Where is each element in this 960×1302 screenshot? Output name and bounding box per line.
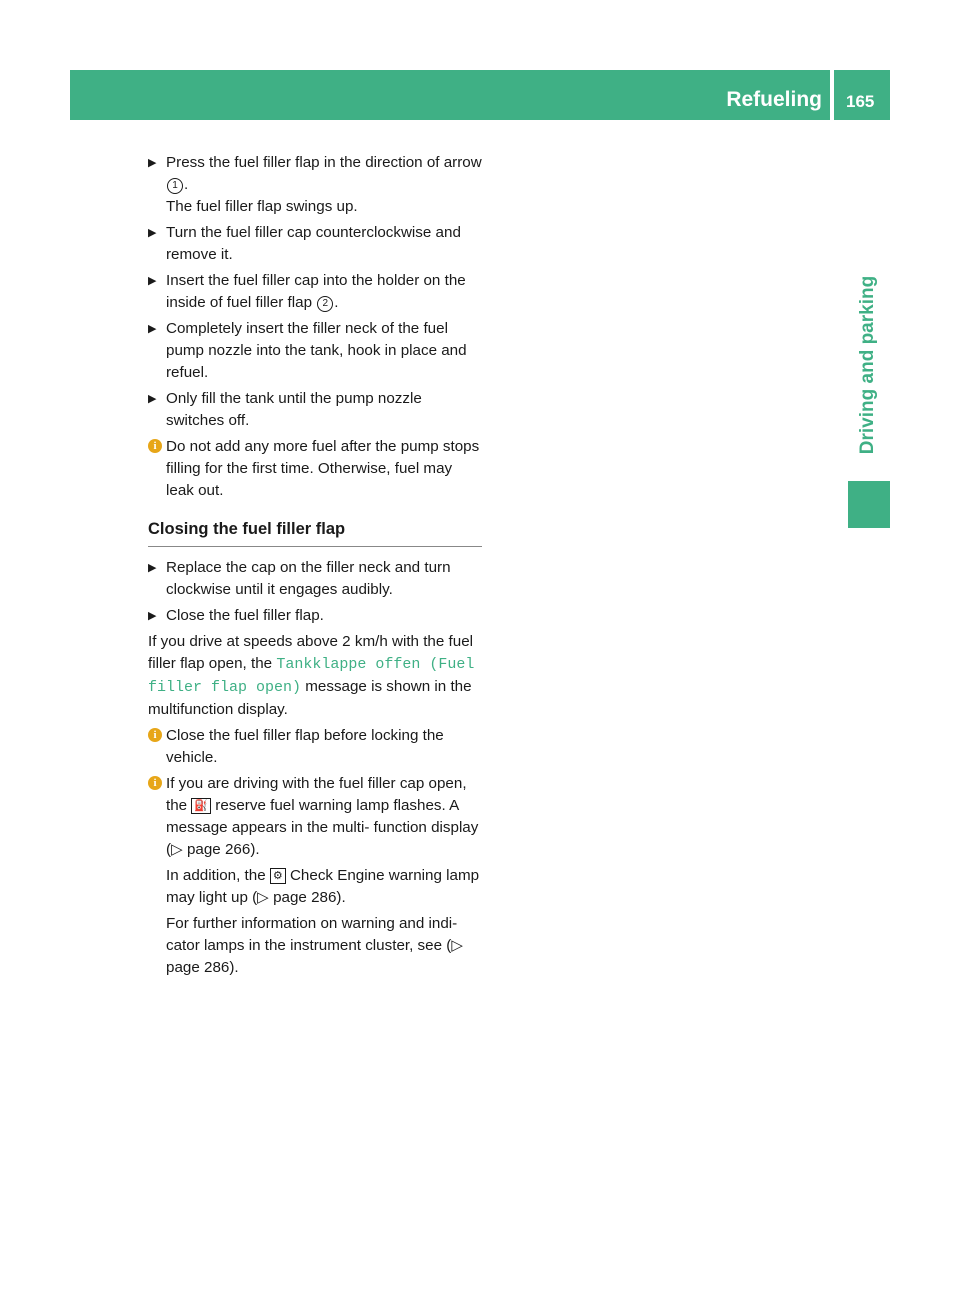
step-text-end: .	[334, 294, 339, 311]
note-text: ).	[250, 841, 260, 858]
note-text: Do not add any more fuel after the pump stops filling for the first time. Otherwise, fuel may leak out.	[166, 438, 480, 499]
side-tab	[848, 250, 888, 480]
step-text: Turn the fuel filler cap counterclockwise and remove it.	[166, 224, 461, 263]
step-arrow-icon: ▶	[148, 323, 157, 335]
step-arrow-icon: ▶	[148, 610, 157, 622]
callout-marker-2: 2	[317, 296, 333, 312]
step-2	[148, 222, 482, 266]
note-text: In addition, the	[166, 867, 270, 884]
display-message: Tankklappe offen (Fuel filler flap open)	[148, 656, 475, 696]
info-icon: i	[148, 776, 162, 790]
step-arrow-icon: ▶	[148, 227, 157, 239]
body-paragraph	[148, 631, 482, 721]
info-note-3	[148, 773, 482, 979]
info-note-2	[148, 725, 482, 769]
side-tab-block	[848, 481, 890, 528]
step-text-end: .	[184, 176, 189, 193]
page-reference[interactable]: ▷ page 286	[257, 889, 337, 906]
step-6	[148, 557, 482, 601]
page-number: 165	[846, 92, 875, 111]
info-note-1	[148, 436, 482, 502]
engine-icon: ⚙	[270, 868, 286, 884]
step-arrow-icon: ▶	[148, 275, 157, 287]
note-text: If you are driving with the fuel filler cap open, the	[166, 775, 467, 814]
para-text-end: message is shown in the multifunction display.	[148, 678, 472, 718]
header-divider	[830, 70, 834, 124]
note-text: For further information on warning and indi- cator lamps in the instrument cluster, see (	[166, 915, 458, 954]
step-text: Only fill the tank until the pump nozzle switches off.	[166, 390, 422, 429]
note-text: ).	[229, 959, 239, 976]
step-text: Replace the cap on the filler neck and turn clockwise until it engages audibly.	[166, 559, 451, 598]
step-7	[148, 605, 482, 627]
step-text: Close the fuel filler flap.	[166, 607, 324, 624]
step-4	[148, 318, 482, 384]
page-content	[148, 152, 482, 983]
step-text: Press the fuel filler flap in the direction of arrow	[166, 154, 482, 171]
note-text: Check Engine warning lamp may light up (	[166, 867, 480, 906]
step-3	[148, 270, 482, 314]
step-5	[148, 388, 482, 432]
para-text: If you drive at speeds above 2 km/h with the fuel filler flap open, the	[148, 633, 474, 672]
fuel-pump-icon: ⛽	[191, 798, 211, 814]
step-arrow-icon: ▶	[148, 393, 157, 405]
page-reference[interactable]: ▷ page 266	[171, 841, 251, 858]
step-1	[148, 152, 482, 218]
section-divider	[148, 546, 482, 547]
info-icon: i	[148, 439, 162, 453]
step-text: Insert the fuel filler cap into the holder on the inside of fuel filler flap	[166, 272, 466, 311]
callout-marker-1: 1	[167, 178, 183, 194]
step-arrow-icon: ▶	[148, 562, 157, 574]
note-text: Close the fuel filler flap before locking the vehicle.	[166, 727, 444, 766]
info-icon: i	[148, 728, 162, 742]
note-text: ).	[336, 889, 346, 906]
page-reference[interactable]: ▷ page 286	[166, 937, 463, 976]
step-result: The fuel filler flap swings up.	[166, 198, 358, 215]
note-text: reserve fuel warning lamp flashes. A message appears in the multi- function display (	[166, 797, 479, 858]
side-tab-label: Driving and parking	[857, 275, 878, 455]
step-text: Completely insert the filler neck of the fuel pump nozzle into the tank, hook in place and refuel.	[166, 320, 467, 381]
section-heading: Closing the fuel filler flap	[148, 520, 346, 538]
page-title: Refueling	[726, 88, 822, 111]
step-arrow-icon: ▶	[148, 157, 157, 169]
